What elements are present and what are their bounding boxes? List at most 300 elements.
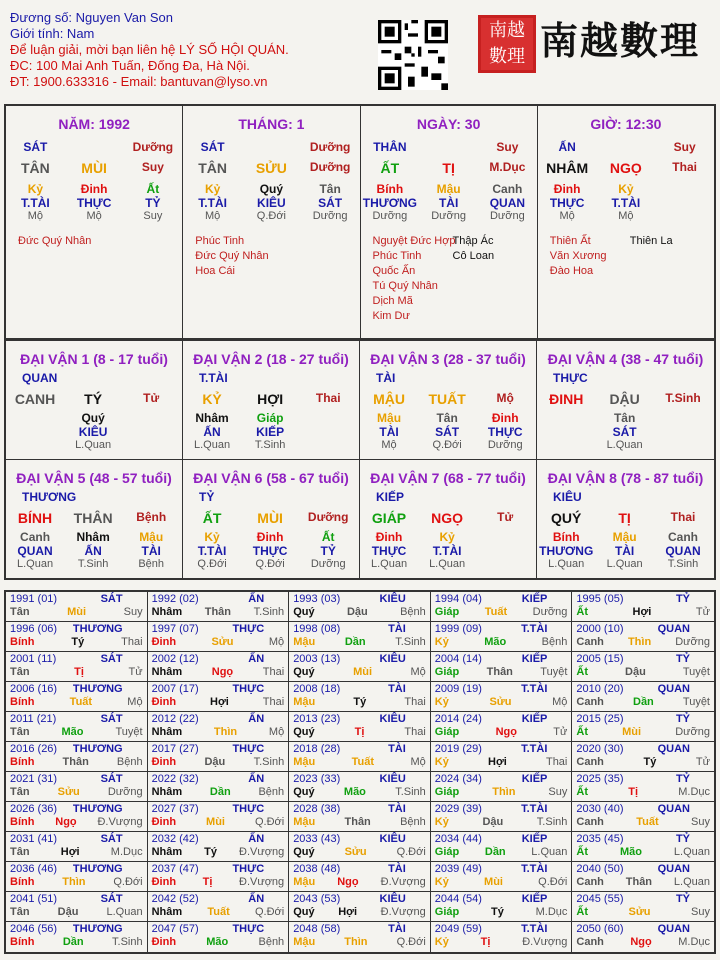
year-god: THỰC: [232, 683, 265, 695]
year-detail: [152, 786, 285, 798]
year-stem: Mậu: [293, 636, 316, 648]
year-god: TÀI: [388, 683, 406, 695]
year-stem: Ất: [576, 606, 588, 618]
year-cell: [289, 622, 431, 652]
year-stem: Nhâm: [151, 666, 183, 678]
hidden-tsinh: L.Quan: [548, 558, 585, 570]
hidden-tsinh: Dưỡng: [312, 210, 348, 222]
year-detail: [10, 756, 143, 768]
year-header: [435, 833, 568, 845]
pillar-stem-branch-row: [361, 160, 537, 176]
hidden-stem: Mậu: [377, 411, 402, 425]
year-tsinh: Tuyệt: [115, 726, 143, 738]
pillar-god: ẤN: [558, 140, 576, 154]
year-detail: [152, 756, 285, 768]
year-branch: Dần: [209, 786, 231, 798]
year-stem: Ất: [576, 726, 588, 738]
year-cell: [148, 892, 290, 922]
year-god: SÁT: [100, 653, 123, 665]
hidden-tsinh: Mộ: [27, 210, 44, 222]
year-stem: Canh: [576, 876, 604, 888]
year-cell: [431, 832, 573, 862]
year-tsinh: M.Dục: [678, 786, 710, 798]
dai-van-branch: THÂN: [73, 510, 113, 526]
year-cell: [289, 802, 431, 832]
star-item: Kim Dư: [372, 310, 410, 322]
dai-van-stem: BÍNH: [17, 510, 53, 526]
star-item: Đào Hoa: [549, 265, 594, 277]
hidden-tsinh: L.Quan: [75, 439, 112, 451]
hidden-stem: Giáp: [256, 411, 284, 425]
year-cell: [431, 892, 573, 922]
year-cell: [572, 922, 714, 952]
year-header: [293, 683, 426, 695]
year-god: QUAN: [657, 803, 690, 815]
year-branch: Dần: [62, 936, 84, 948]
year-branch: Ngọ: [211, 666, 234, 678]
dai-van-hidden-gods: [6, 425, 182, 439]
year-cell: [431, 772, 573, 802]
year-detail: [293, 756, 426, 768]
year-header: [152, 863, 285, 875]
year-cell: [289, 772, 431, 802]
owner-line: Đương số: Nguyen Van Son: [10, 10, 173, 25]
year-label: 2020 (30): [576, 743, 624, 755]
pillar-tsinh: Dưỡng: [309, 140, 351, 154]
year-tsinh: T.Sinh: [395, 636, 426, 648]
year-cell: [148, 652, 290, 682]
year-god: KIẾP: [521, 833, 548, 845]
year-label: 2028 (38): [293, 803, 341, 815]
year-stem: Nhâm: [151, 906, 183, 918]
year-stem: Bính: [10, 816, 35, 828]
hidden-god: TÀI: [141, 544, 161, 558]
year-god: THỰC: [232, 623, 265, 635]
star-item: Tú Quý Nhân: [372, 280, 438, 292]
year-god: THỰC: [232, 863, 265, 875]
dai-van-hidden-tsinh: [360, 558, 536, 570]
year-label: 2033 (43): [293, 833, 341, 845]
year-god: T.TÀI: [521, 743, 548, 755]
hidden-tsinh: [654, 439, 712, 451]
hidden-stem: Bính: [552, 530, 580, 544]
year-stem: Quý: [293, 786, 315, 798]
year-branch: Thìn: [213, 726, 238, 738]
hidden-god: THỰC: [549, 196, 585, 210]
year-stem: Canh: [576, 756, 604, 768]
year-branch: Mão: [343, 786, 366, 798]
year-cell: [6, 802, 148, 832]
four-pillars-table: [4, 104, 716, 340]
year-stem: Kỷ: [434, 636, 449, 648]
year-detail: [576, 906, 710, 918]
dai-van-tsinh: Tử: [143, 391, 160, 405]
hidden-stem: [656, 182, 714, 196]
year-tsinh: Mộ: [552, 696, 568, 708]
year-header: [152, 893, 285, 905]
year-branch: Thìn: [62, 876, 86, 888]
dai-van-stem: MẬU: [373, 391, 405, 407]
hidden-god: SÁT: [435, 425, 460, 439]
year-god: T.TÀI: [521, 623, 548, 635]
year-header: [152, 803, 285, 815]
year-detail: [293, 936, 426, 948]
year-label: 2017 (27): [151, 743, 199, 755]
year-tsinh: Q.Đới: [396, 936, 426, 948]
hidden-god: ẤN: [84, 544, 102, 558]
dai-van-hidden-stems: [6, 411, 182, 425]
year-tsinh: M.Dục: [678, 936, 710, 948]
year-header: [576, 743, 710, 755]
hidden-god: TỶ: [320, 544, 336, 558]
year-branch: Tý: [204, 846, 218, 858]
year-header: [435, 803, 568, 815]
year-branch: Hợi: [60, 846, 80, 858]
year-tsinh: Bệnh: [258, 786, 285, 798]
year-tsinh: Đ.Vượng: [522, 936, 568, 948]
hidden-tsinh: Q.Đới: [256, 210, 286, 222]
pillar-branch: TỊ: [442, 160, 455, 176]
year-stem: Tân: [10, 666, 30, 678]
year-header: [10, 653, 143, 665]
year-tsinh: T.Sinh: [536, 816, 568, 828]
dai-van-stem-branch: [360, 510, 536, 526]
pillar-column: [538, 106, 714, 338]
dai-van-hidden-stems: [183, 411, 359, 425]
year-header: [435, 893, 568, 905]
year-label: 2026 (36): [10, 803, 58, 815]
pillar-tsinh: Suy: [673, 140, 696, 154]
year-branch: Thân: [625, 876, 653, 888]
dai-van-title: ĐẠI VẬN 6 (58 - 67 tuổi): [193, 470, 349, 486]
star-item: Cô Loan: [452, 250, 495, 262]
hidden-tsinh: [537, 439, 595, 451]
year-god: THƯƠNG: [72, 923, 123, 935]
year-detail: [152, 876, 285, 888]
year-tsinh: Mộ: [410, 666, 426, 678]
year-label: 2029 (39): [434, 803, 482, 815]
year-cell: [289, 742, 431, 772]
year-branch: Thân: [344, 816, 371, 828]
year-god: ẤN: [248, 713, 265, 725]
pillar-stem-branch-row: [183, 160, 359, 176]
pillar-god-row: [183, 140, 359, 154]
hidden-god: [6, 425, 64, 439]
year-tsinh: M.Dục: [535, 906, 568, 918]
year-cell: [289, 682, 431, 712]
year-header: [435, 773, 568, 785]
year-cell: [289, 832, 431, 862]
year-label: 2025 (35): [576, 773, 624, 785]
hidden-gods-row: [538, 196, 714, 210]
hidden-tsinh: Mộ: [381, 439, 397, 451]
year-branch: Mùi: [353, 666, 373, 678]
star-item: Dịch Mã: [372, 295, 413, 307]
year-label: 2016 (26): [10, 743, 58, 755]
year-header: [435, 593, 568, 605]
year-detail: [293, 726, 426, 738]
year-tsinh: L.Quan: [673, 846, 710, 858]
year-detail: [10, 726, 143, 738]
pillar-tsinh: Suy: [496, 140, 519, 154]
year-header: [435, 683, 568, 695]
hidden-stems-row: [6, 182, 182, 196]
hidden-tsinh-row: [183, 210, 359, 222]
hidden-tsinh: Dưỡng: [310, 558, 346, 570]
year-detail: [10, 876, 143, 888]
hidden-stem: Tân: [319, 182, 341, 196]
year-god: THƯƠNG: [72, 803, 123, 815]
year-branch: Thân: [486, 666, 513, 678]
hidden-tsinh: L.Quan: [606, 439, 643, 451]
hidden-god: TÀI: [379, 425, 399, 439]
dai-van-tsinh: Tử: [497, 510, 514, 524]
star-item: Nguyệt Đức Hợp: [372, 235, 456, 247]
year-cell: [148, 622, 290, 652]
year-header: [435, 743, 568, 755]
year-stem: Nhâm: [151, 786, 183, 798]
year-header: [293, 833, 426, 845]
year-tsinh: L.Quan: [673, 876, 710, 888]
year-god: ẤN: [248, 593, 265, 605]
year-label: 2019 (29): [434, 743, 482, 755]
hidden-god: [654, 425, 712, 439]
year-label: 2015 (25): [576, 713, 624, 725]
dai-van-stem-branch: [183, 391, 359, 407]
year-detail: [152, 696, 285, 708]
year-branch: Mão: [61, 726, 84, 738]
dai-van-title: ĐẠI VẬN 4 (38 - 47 tuổi): [547, 351, 704, 367]
year-stem: Nhâm: [151, 726, 183, 738]
year-god: THỰC: [232, 743, 265, 755]
year-tsinh: Dưỡng: [532, 606, 568, 618]
year-stem: Nhâm: [151, 606, 183, 618]
qr-code[interactable]: [378, 20, 448, 90]
year-branch: Tuất: [484, 606, 508, 618]
year-detail: [293, 846, 426, 858]
year-label: 2041 (51): [10, 893, 58, 905]
year-stem: Kỷ: [434, 756, 449, 768]
year-stem: Quý: [293, 606, 315, 618]
year-stem: Mậu: [293, 936, 316, 948]
hidden-tsinh: Dưỡng: [372, 210, 408, 222]
year-label: 2048 (58): [293, 923, 341, 935]
hidden-tsinh: Q.Đới: [197, 558, 227, 570]
year-tsinh: Q.Đới: [254, 906, 285, 918]
year-tsinh: Tử: [695, 756, 710, 768]
hidden-stem: Tân: [613, 411, 636, 425]
dai-van-hidden-tsinh: [537, 558, 714, 570]
year-label: 1998 (08): [293, 623, 341, 635]
year-god: THƯƠNG: [72, 863, 123, 875]
year-branch: Tị: [74, 666, 84, 678]
year-branch: Mão: [619, 846, 642, 858]
year-stem: Giáp: [434, 786, 460, 798]
hidden-tsinh: Mộ: [86, 210, 102, 222]
year-god: ẤN: [248, 893, 265, 905]
year-cell: [148, 772, 290, 802]
year-detail: [10, 906, 143, 918]
year-stem: Tân: [10, 726, 30, 738]
year-god: SÁT: [100, 773, 123, 785]
year-detail: [435, 756, 568, 768]
year-stem: Tân: [10, 906, 30, 918]
hidden-god: KIÊU: [257, 196, 286, 210]
hidden-stem: Đinh: [553, 182, 581, 196]
year-branch: Dậu: [625, 666, 646, 678]
year-header: [293, 863, 426, 875]
year-header: [576, 893, 710, 905]
year-stem: Giáp: [434, 906, 460, 918]
hidden-stems-row: [538, 182, 714, 196]
year-god: THƯƠNG: [72, 683, 123, 695]
pillar-stem-branch-row: [538, 160, 714, 176]
hidden-stem: Canh: [668, 530, 699, 544]
hidden-god: SÁT: [318, 196, 343, 210]
year-branch: Tý: [71, 636, 85, 648]
year-tsinh: Tử: [553, 726, 568, 738]
hidden-tsinh: Bệnh: [138, 558, 165, 570]
year-tsinh: Mộ: [268, 726, 285, 738]
year-god: KIÊU: [379, 653, 406, 665]
year-label: 2014 (24): [434, 713, 482, 725]
year-label: 1993 (03): [293, 593, 341, 605]
hidden-tsinh: [656, 210, 714, 222]
year-detail: [152, 606, 285, 618]
year-stem: Đinh: [151, 876, 177, 888]
year-label: 1996 (06): [10, 623, 58, 635]
year-header: [10, 713, 143, 725]
year-branch: Thìn: [344, 936, 368, 948]
year-cell: [431, 862, 573, 892]
year-branch: Ngọ: [55, 816, 77, 828]
dai-van-hidden-stems: [537, 411, 714, 425]
year-branch: Mùi: [622, 726, 642, 738]
year-header: [576, 683, 710, 695]
pillar-title: NGÀY: 30: [416, 116, 481, 132]
year-cell: [431, 712, 573, 742]
year-label: 2047 (57): [151, 923, 199, 935]
dai-van-title: ĐẠI VẬN 8 (78 - 87 tuổi): [547, 470, 704, 486]
year-god: QUAN: [657, 683, 690, 695]
hidden-tsinh: Suy: [143, 210, 163, 222]
year-branch: Dậu: [57, 906, 79, 918]
year-tsinh: Mộ: [268, 636, 285, 648]
year-branch: Dậu: [482, 816, 504, 828]
year-stem: Canh: [576, 636, 604, 648]
year-god: ẤN: [248, 833, 265, 845]
dai-van-stem-branch: [360, 391, 536, 407]
year-branch: Mão: [206, 936, 229, 948]
year-cell: [6, 772, 148, 802]
year-tsinh: Tử: [128, 666, 143, 678]
year-label: 2018 (28): [293, 743, 341, 755]
pillar-god: SÁT: [23, 140, 48, 154]
hidden-tsinh: T.Sinh: [77, 558, 109, 570]
year-god: THỰC: [232, 923, 265, 935]
hidden-stem: Nhâm: [195, 411, 229, 425]
year-cell: [6, 922, 148, 952]
year-label: 2011 (21): [10, 713, 57, 725]
year-god: TÀI: [388, 863, 406, 875]
hidden-stems-row: [183, 182, 359, 196]
hidden-god: KIẾP: [256, 425, 285, 439]
dai-van-hidden-gods: [360, 425, 536, 439]
year-branch: Ngọ: [495, 726, 517, 738]
dai-van-cell: [183, 340, 360, 459]
dai-van-branch: NGỌ: [431, 510, 464, 526]
dai-van-stem-branch: [6, 510, 182, 526]
year-branch: Sửu: [57, 786, 80, 798]
year-cell: [6, 682, 148, 712]
hidden-god: TÀI: [438, 196, 459, 210]
dai-van-branch: DẬU: [609, 391, 640, 407]
year-detail: [152, 846, 285, 858]
year-cell: [6, 622, 148, 652]
year-header: [576, 773, 710, 785]
year-stem: Nhâm: [151, 846, 183, 858]
hidden-stem: Đinh: [256, 530, 284, 544]
year-cell: [289, 712, 431, 742]
year-detail: [293, 636, 426, 648]
pillar-stars: [195, 234, 359, 279]
dai-van-hidden-gods: [183, 544, 359, 558]
hidden-stem: [299, 411, 357, 425]
dai-van-hidden-tsinh: [6, 439, 182, 451]
pillar-spacer: [65, 140, 123, 154]
year-label: 2044 (54): [434, 893, 482, 905]
dai-van-hidden-gods: [360, 544, 536, 558]
dai-van-hidden-stems: [360, 411, 536, 425]
dai-van-branch: MÙI: [257, 510, 283, 526]
year-header: [576, 923, 710, 935]
year-stem: Mậu: [293, 876, 316, 888]
hidden-tsinh: L.Quan: [370, 558, 408, 570]
dai-van-tsinh: Dưỡng: [307, 510, 349, 524]
year-header: [435, 923, 568, 935]
year-label: 2009 (19): [434, 683, 482, 695]
year-god: QUAN: [657, 623, 690, 635]
year-branch: Mùi: [484, 876, 503, 888]
year-stem: Quý: [293, 666, 315, 678]
year-tsinh: Dưỡng: [675, 636, 710, 648]
year-header: [576, 803, 710, 815]
year-header: [435, 863, 568, 875]
star-item: Văn Xương: [549, 250, 607, 262]
star-item: Phúc Tinh: [195, 235, 245, 247]
hidden-stem: Kỷ: [204, 530, 220, 544]
year-header: [152, 683, 285, 695]
year-god: TỶ: [675, 833, 690, 845]
year-tsinh: Q.Đới: [113, 876, 143, 888]
year-cell: [572, 742, 714, 772]
year-cell: [289, 892, 431, 922]
star-item: Phúc Tinh: [372, 250, 422, 262]
hidden-god: [537, 425, 595, 439]
year-detail: [435, 606, 568, 618]
year-cell: [289, 922, 431, 952]
year-label: 2010 (20): [576, 683, 624, 695]
year-label: 2043 (53): [293, 893, 341, 905]
year-header: [152, 833, 285, 845]
year-header: [10, 923, 143, 935]
year-header: [293, 773, 426, 785]
year-tsinh: Suy: [691, 906, 710, 918]
year-label: 2023 (33): [293, 773, 341, 785]
hidden-tsinh: Dưỡng: [431, 210, 466, 222]
year-label: 2024 (34): [434, 773, 482, 785]
dai-van-tsinh: Thai: [315, 391, 341, 405]
